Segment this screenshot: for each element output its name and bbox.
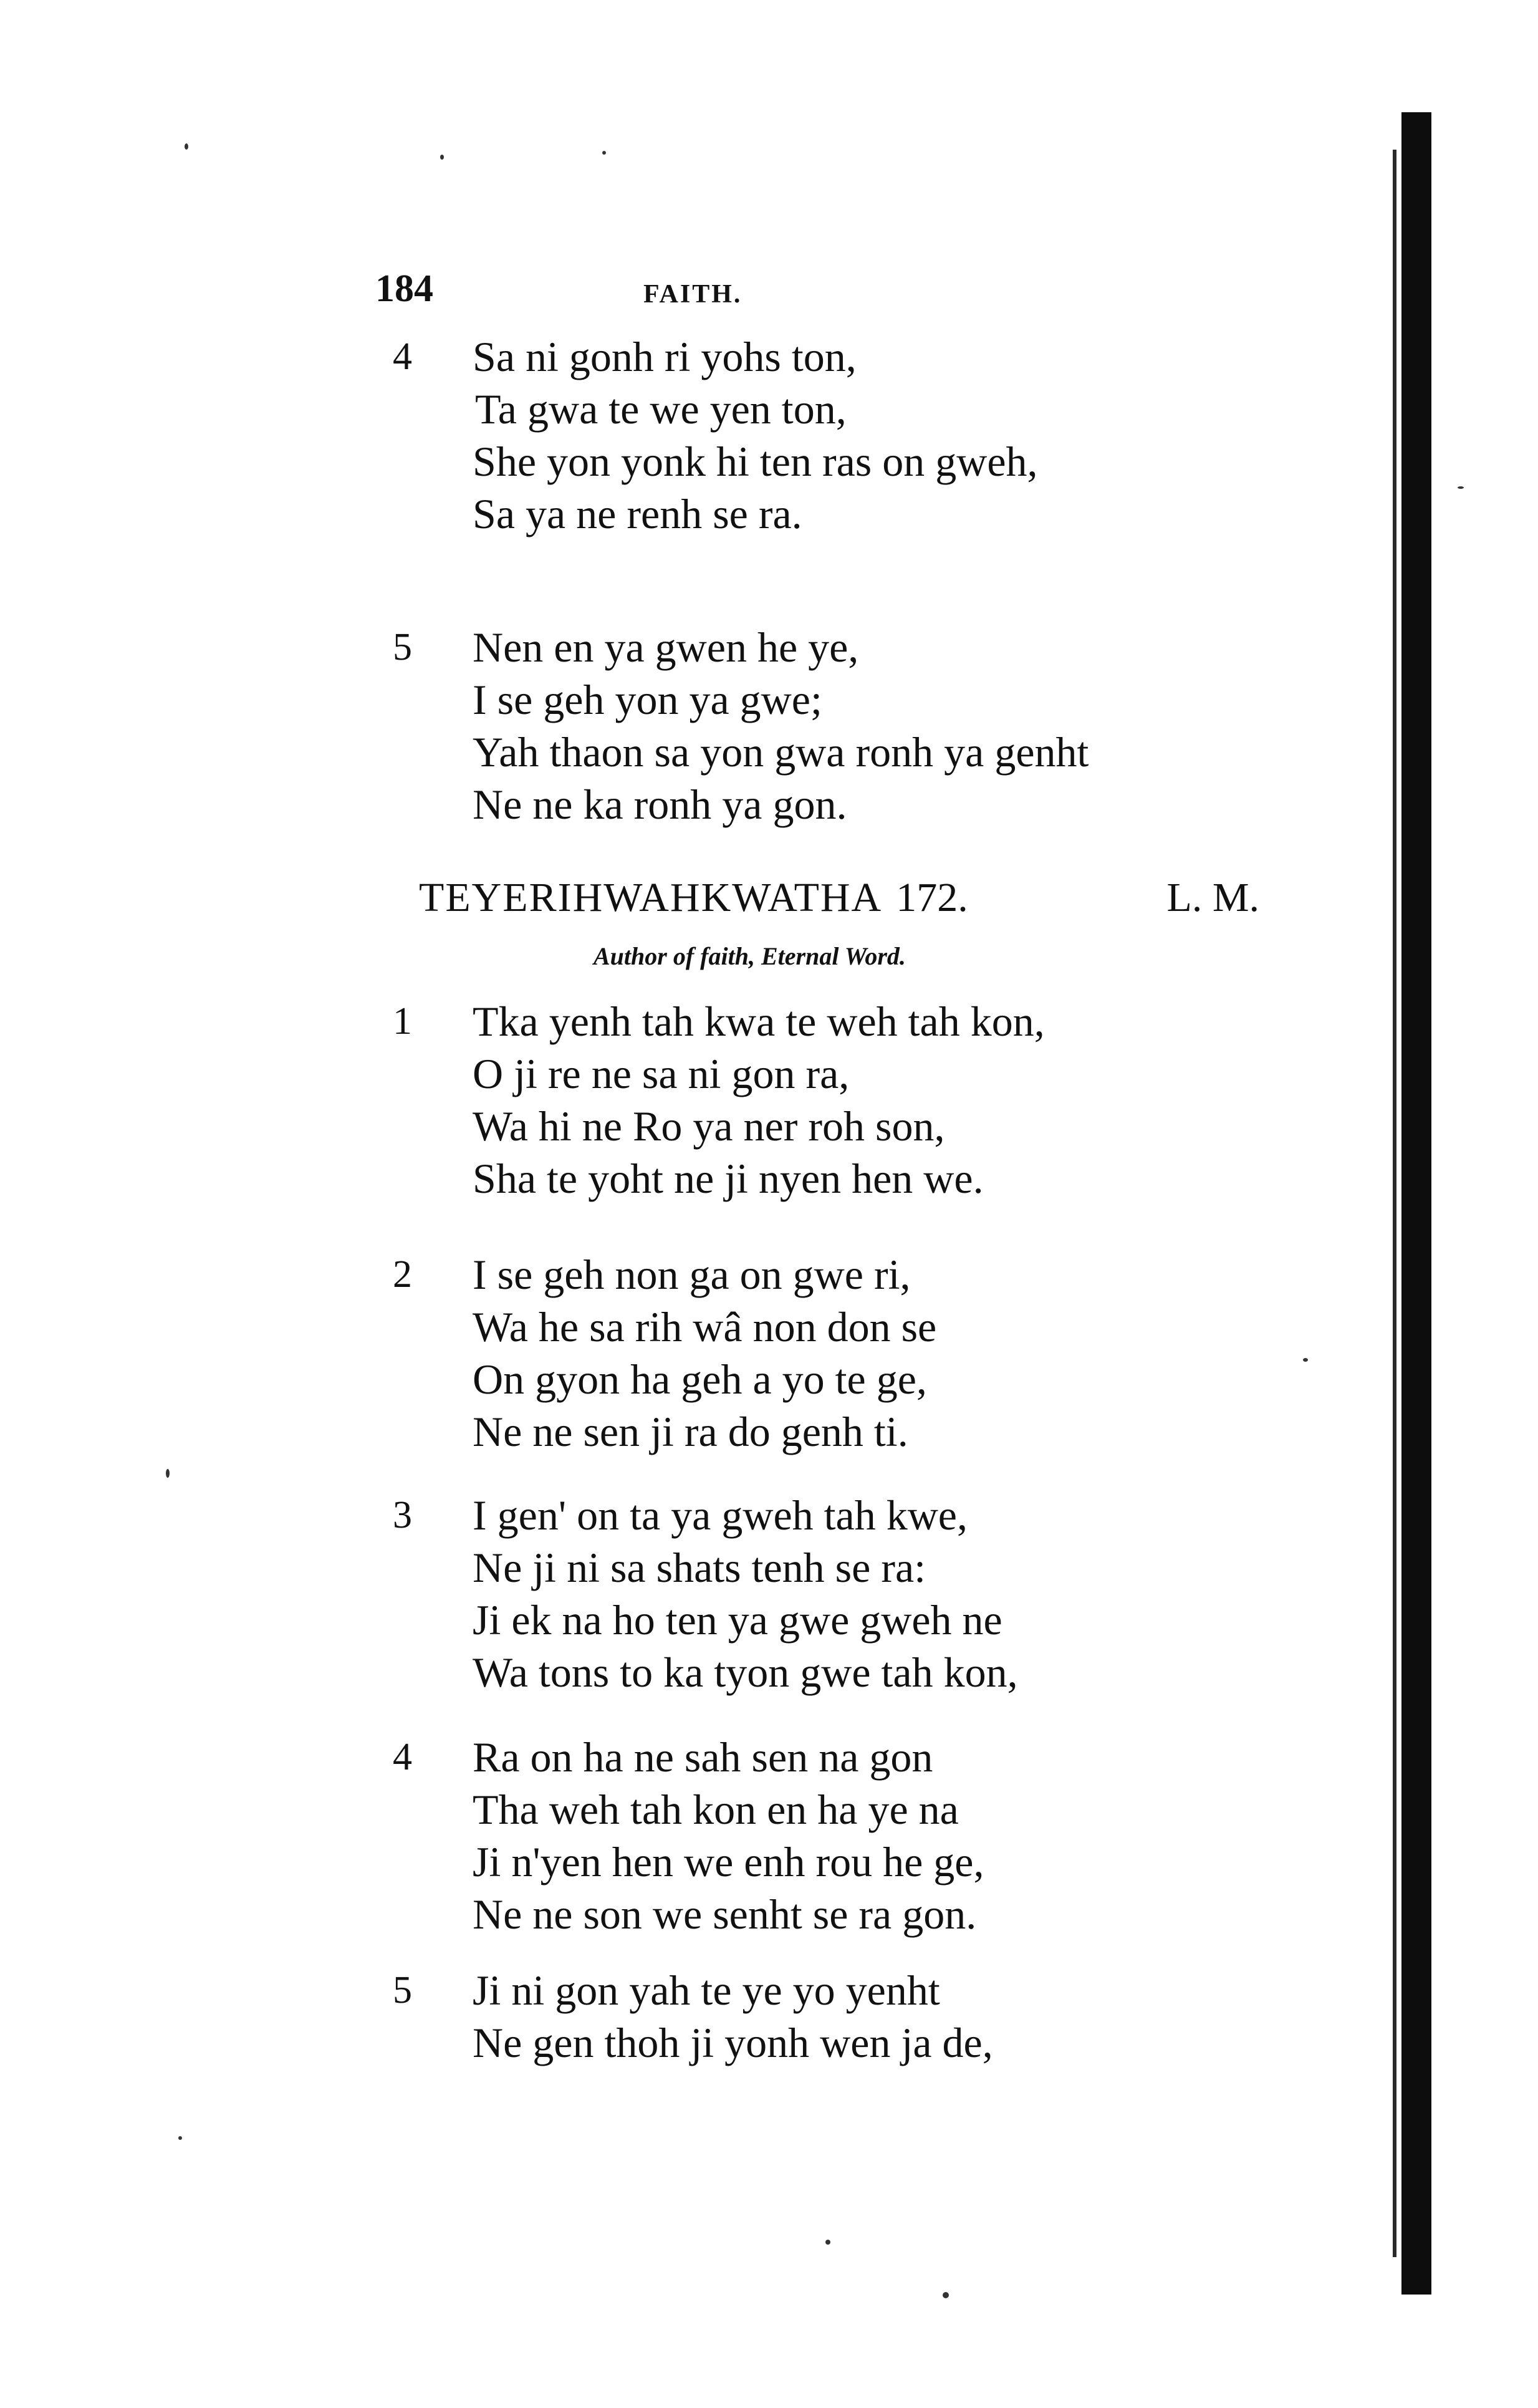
stanza-lines: [473, 1964, 993, 2069]
verse-line: Sa ya ne renh se ra.: [473, 490, 802, 537]
verse-line: Ji n'yen hen we enh rou he ge,: [473, 1838, 984, 1885]
stanza-number: 4: [393, 335, 412, 378]
verse-line: Ra on ha ne sah sen na gon: [473, 1733, 933, 1781]
stanza-number: 1: [393, 1000, 412, 1043]
stanza-lines: [473, 621, 1089, 831]
verse-line: I se geh non ga on gwe ri,: [473, 1251, 911, 1298]
verse-line: I se geh yon ya gwe;: [473, 676, 822, 723]
verse-line: She yon yonk hi ten ras on gweh,: [473, 438, 1038, 485]
scan-speck: [825, 2240, 830, 2245]
verse-line: Yah thaon sa yon gwa ronh ya genht: [473, 728, 1089, 776]
stanza-lines: [473, 1489, 1018, 1698]
stanza-number: 4: [393, 1736, 412, 1778]
page-number: 184: [375, 267, 433, 310]
verse-line: Ne ne ka ronh ya gon.: [473, 781, 847, 828]
scan-speck: [178, 2136, 182, 2140]
stanza-lines: [473, 1248, 936, 1458]
running-head: FAITH.: [643, 280, 743, 309]
stanza-number: 5: [393, 1969, 412, 2011]
scan-speck: [185, 143, 188, 150]
verse-line: Ji ni gon yah te ye yo yenht: [473, 1967, 940, 2014]
verse-line: Ne ne sen ji ra do genh ti.: [473, 1408, 908, 1455]
scan-speck: [440, 155, 444, 160]
scan-speck: [166, 1469, 170, 1478]
verse-line: Sa ni gonh ri yohs ton,: [473, 333, 857, 380]
verse-line: Ne ne son we senht se ra gon.: [473, 1890, 977, 1938]
verse-line: Ji ek na ho ten ya gwe gweh ne: [473, 1596, 1002, 1644]
verse-line: On gyon ha geh a yo te ge,: [473, 1356, 927, 1403]
hymn-meter: L. M.: [1166, 875, 1259, 920]
hymn-title: TEYERIHWAHKWATHA: [419, 875, 883, 920]
scan-speck: [1303, 1358, 1308, 1362]
verse-line: Tka yenh tah kwa te weh tah kon,: [473, 998, 1045, 1045]
verse-line: O ji re ne sa ni gon ra,: [473, 1050, 850, 1097]
verse-line: Ne ji ni sa shats tenh se ra:: [473, 1544, 926, 1591]
verse-line: Sha te yoht ne ji nyen hen we.: [473, 1155, 984, 1202]
hymn-number: 172.: [896, 875, 968, 920]
verse-line: Ta gwa te we yen ton,: [475, 385, 847, 433]
verse-line: Tha weh tah kon en ha ye na: [473, 1786, 959, 1833]
scan-speck: [602, 151, 606, 155]
stanza-number: 2: [393, 1253, 412, 1296]
page-edge-shadow: [1401, 112, 1431, 2295]
stanza-lines: [473, 995, 1045, 1205]
stanza-lines: [473, 330, 1038, 540]
verse-line: Wa tons to ka tyon gwe tah kon,: [473, 1649, 1018, 1696]
verse-line: I gen' on ta ya gweh tah kwe,: [473, 1491, 968, 1539]
scan-speck: [1458, 486, 1464, 489]
stanza-lines: [473, 1731, 984, 1940]
verse-line: Ne gen thoh ji yonh wen ja de,: [473, 2019, 993, 2066]
hymn-subtitle: Author of faith, Eternal Word.: [594, 942, 906, 970]
stanza-number: 5: [393, 626, 412, 668]
scan-speck: [943, 2292, 949, 2298]
stanza-number: 3: [393, 1494, 412, 1536]
verse-line: Wa he sa rih wâ non don se: [473, 1303, 937, 1351]
verse-line: Wa hi ne Ro ya ner roh son,: [473, 1102, 945, 1150]
verse-line: Nen en ya gwen he ye,: [473, 624, 859, 671]
hymn-heading: [419, 872, 1279, 924]
